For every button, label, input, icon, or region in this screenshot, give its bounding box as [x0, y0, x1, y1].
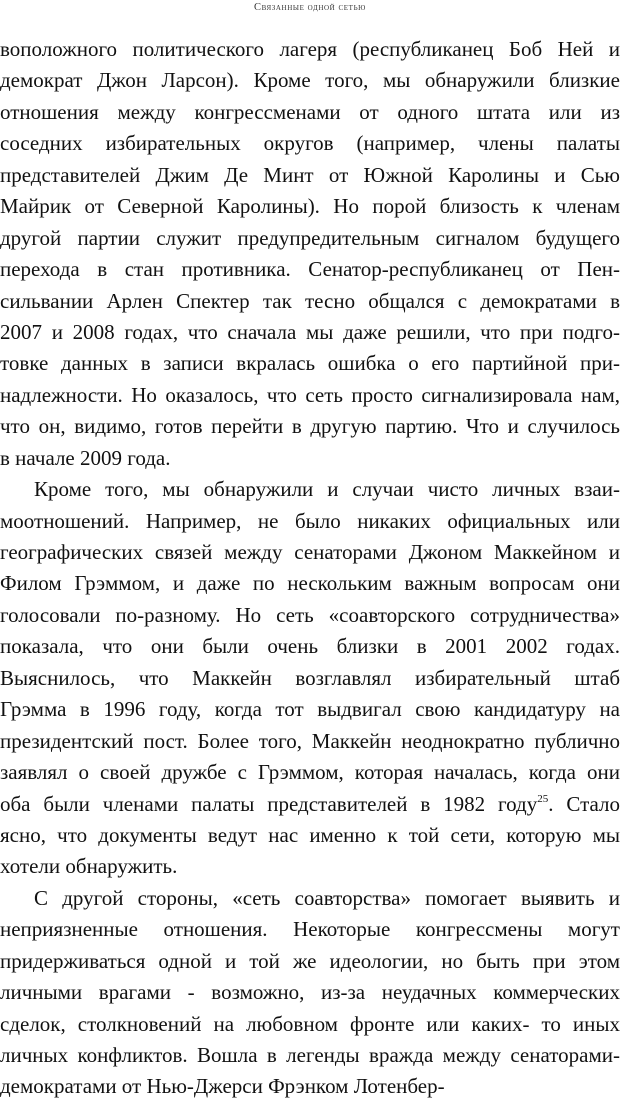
- paragraph: [0, 474, 620, 883]
- line-text: неприязненные отношения. Некоторые конгрессмены могут: [0, 917, 620, 942]
- line-text: представителей Джим Де Минт от Южной Каролины и Сью: [0, 162, 620, 187]
- line-text-tail: . Стало: [548, 791, 620, 816]
- paragraph: [0, 34, 620, 474]
- line-text: сильвании Арлен Спектер так тесно общался с демократами в: [0, 288, 620, 313]
- line-text: демократ Джон Ларсон). Кроме того, мы обнаружили близкие: [0, 68, 620, 93]
- line-text: личных конфликтов. Вошла в легенды вражда между сенаторами-: [0, 1043, 620, 1067]
- text-line: [0, 317, 620, 348]
- line-text: личными врагами - возможно, из-за неудачных коммерческих: [0, 980, 620, 1005]
- line-text: голосовали по-разному. Но сеть «соавторского сотрудничества»: [0, 602, 620, 627]
- text-line: [0, 348, 620, 379]
- text-line: [0, 946, 620, 977]
- line-text: соседних избирательных округов (например, члены палаты: [0, 131, 620, 156]
- text-line: [0, 726, 620, 757]
- line-text: Майрик от Северной Каролины). Но порой близость к членам: [0, 194, 620, 219]
- text-line: [0, 411, 620, 442]
- line-text: сделок, столкновений на любовном фронте или каких- то иных: [0, 1011, 620, 1036]
- text-line: [0, 883, 620, 914]
- paragraph: [0, 883, 620, 1103]
- text-line: [0, 568, 620, 599]
- line-text: заявлял о своей дружбе с Грэммом, которая началась, когда они: [0, 760, 620, 785]
- text-line: [0, 128, 620, 159]
- text-line: [0, 1040, 620, 1071]
- line-text: географических связей между сенаторами Джоном Маккейном и: [0, 540, 620, 564]
- text-line: [0, 1071, 620, 1102]
- line-text: С другой стороны, «сеть соавторства» помогает выявить и: [34, 885, 620, 910]
- line-text: показала, что они были очень близки в 2001 2002 годах.: [0, 634, 620, 659]
- text-line: [0, 600, 620, 631]
- text-line: [0, 694, 620, 725]
- line-text: другой партии служит предупредительным сигналом будущего: [0, 225, 620, 250]
- line-text: перехода в стан противника. Сенатор-республиканец от Пен-: [0, 257, 620, 282]
- line-text: в начале 2009 года.: [0, 445, 171, 470]
- line-text: придерживаться одной и той же идеологии, но быть при этом: [0, 948, 620, 973]
- line-text: Выяснилось, что Маккейн возглавлял избирательный штаб: [0, 665, 620, 690]
- text-line: [0, 223, 620, 254]
- text-line: [0, 380, 620, 411]
- line-text: оба были членами палаты представителей в 1982 году: [0, 791, 538, 816]
- line-text: моотношений. Например, не было никаких официальных или: [0, 508, 620, 533]
- text-line: [0, 474, 620, 505]
- line-text: отношения между конгрессменами от одного штата или из: [0, 99, 620, 124]
- text-line: [0, 851, 620, 882]
- line-text: президентский пост. Более того, Маккейн неоднократно публично: [0, 728, 620, 753]
- text-line: [0, 820, 620, 851]
- text-line: [0, 506, 620, 537]
- line-text: ясно, что документы ведут нас именно к той сети, которую мы: [0, 822, 620, 847]
- line-text: хотели обнаружить.: [0, 854, 178, 879]
- line-text: демократами от Нью-Джерси Фрэнком Лотенбер-: [0, 1074, 445, 1099]
- text-line: [0, 65, 620, 96]
- text-line: [0, 663, 620, 694]
- text-line: [0, 914, 620, 945]
- text-line: [0, 443, 620, 474]
- text-line: [0, 160, 620, 191]
- text-line: [0, 1009, 620, 1040]
- line-text: Филом Грэммом, и даже по нескольким важным вопросам они: [0, 571, 620, 596]
- line-text: что он, видимо, готов перейти в другую партию. Что и случилось: [0, 414, 620, 439]
- body-text: [0, 34, 620, 1103]
- line-text: Кроме того, мы обнаружили и случаи чисто личных взаи-: [34, 477, 620, 502]
- line-text: надлежности. Но оказалось, что сеть просто сигнализировала нам,: [0, 382, 620, 407]
- line-text: Грэмма в 1996 году, когда тот выдвигал свою кандидатуру на: [0, 697, 620, 722]
- line-text: воположного политического лагеря (республиканец Боб Ней и: [0, 37, 620, 61]
- text-line: [0, 34, 620, 65]
- text-line: [0, 254, 620, 285]
- footnote-reference[interactable]: 25: [537, 792, 549, 805]
- text-line: [0, 757, 620, 788]
- text-line: [0, 631, 620, 662]
- line-text: товке данных в записи вкралась ошибка о его партийной при-: [0, 351, 620, 376]
- text-line: [0, 97, 620, 128]
- line-text: 2007 и 2008 годах, что сначала мы даже решили, что при подго-: [0, 319, 620, 344]
- text-line: [0, 191, 620, 222]
- text-line: [0, 286, 620, 317]
- text-line: [0, 789, 620, 820]
- text-line: [0, 537, 620, 568]
- running-head: Связанные одной сетью: [254, 2, 366, 13]
- text-line: [0, 977, 620, 1008]
